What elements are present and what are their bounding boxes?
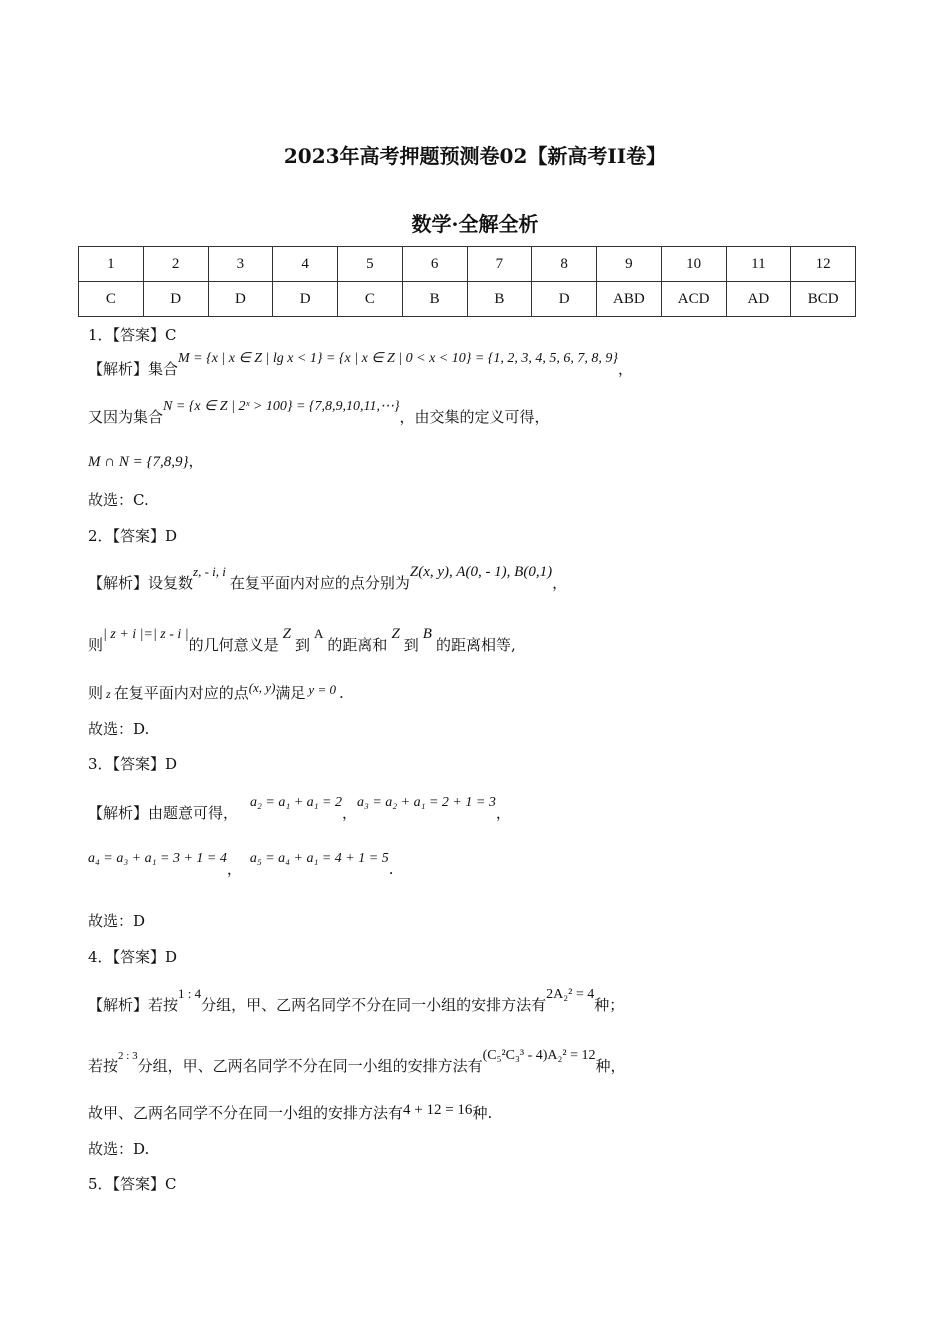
q1-analysis-line [88, 351, 633, 379]
answer-table-number-cell: 6 [402, 247, 467, 282]
q4-ratio1: 1 : 4 [178, 986, 202, 1001]
q2-line3-end: . [338, 684, 344, 702]
q2-line3-mid2: 满足 [275, 684, 306, 702]
q3-sep2: ， [495, 804, 511, 822]
answer-table-answer-cell: BCD [791, 282, 856, 317]
q3-analysis-label: 【解析】由题意可得， [88, 804, 239, 822]
q4-line2-mid: 分组，甲、乙两名同学不分在同一小组的安排方法有 [137, 1057, 483, 1075]
q4-line2-end: 种， [595, 1057, 626, 1075]
answer-table-answer-cell: ACD [661, 282, 726, 317]
answer-table-number-cell: 2 [143, 247, 208, 282]
q1-comma: ， [617, 360, 633, 378]
answer-table-answer-cell: B [402, 282, 467, 317]
answer-table-answer-cell: D [208, 282, 273, 317]
q2-text-4: 的距离相等, [435, 636, 516, 654]
q4-line3-pre: 故甲、乙两名同学不分在同一小组的安排方法有 [88, 1104, 404, 1122]
q4-line1-end: 种； [594, 996, 625, 1014]
q2-z3: z [106, 687, 111, 701]
q3-conclusion: 故选：D [88, 912, 146, 930]
q1-conclusion: 故选：C. [88, 491, 149, 509]
q3-math-a2: a₂ = a₁ + a₁ = 2 [250, 795, 342, 810]
q4-line2-pre: 若按 [88, 1057, 119, 1075]
q1-line3 [88, 450, 203, 471]
q2-a1: A [314, 626, 324, 641]
q3-answer: 3．【答案】D [88, 755, 178, 773]
answer-table-answer-cell: C [79, 282, 144, 317]
answer-table-answer-cell: AD [726, 282, 791, 317]
q3-math-a3: a₃ = a₂ + a₁ = 2 + 1 = 3 [356, 795, 496, 810]
q3-sep1: ， [341, 804, 357, 822]
q1-line2-tail: ，由交集的定义可得， [399, 408, 550, 426]
q3-math-a4: a₄ = a₃ + a₁ = 3 + 1 = 4 [88, 851, 227, 866]
answer-table-number-cell: 8 [532, 247, 597, 282]
q2-analysis-line [88, 564, 568, 593]
q2-math-xy: (x, y) [248, 680, 276, 695]
q4-answer: 4．【答案】D [88, 948, 178, 966]
answer-table-number-cell: 11 [726, 247, 791, 282]
q4-line1 [88, 986, 625, 1015]
q4-math-arrangement2: (C₅²C₃³ - 4)A₂² = 12 [482, 1048, 596, 1063]
q2-comma: ， [552, 574, 568, 592]
answer-table-number-cell: 10 [661, 247, 726, 282]
q2-text-1: 在复平面内对应的点分别为 [229, 574, 410, 592]
q1-math-intersection: M ∩ N = {7,8,9} [88, 454, 189, 470]
q4-line1-pre: 【解析】若按 [88, 996, 179, 1014]
q2-b1: B [422, 626, 432, 642]
q2-line3-mid: 在复平面内对应的点 [113, 684, 249, 702]
q2-text-3: 的距离和 [327, 636, 388, 654]
q2-math-points: Z(x, y), A(0, - 1), B(0,1) [409, 564, 553, 580]
answer-table-number-cell: 7 [467, 247, 532, 282]
q2-to1: 到 [295, 636, 311, 654]
q1-comma3: ， [188, 452, 204, 470]
answer-table-answer-cell: D [143, 282, 208, 317]
q4-line3 [88, 1102, 492, 1123]
answer-table-number-cell: 1 [79, 247, 144, 282]
q2-answer: 2．【答案】D [88, 527, 178, 545]
q2-text-2: 的几何意义是 [188, 636, 279, 654]
q2-then: 则 [88, 636, 104, 654]
q4-math-total: 4 + 12 = 16 [403, 1102, 473, 1118]
q2-analysis-label: 【解析】设复数 [88, 574, 194, 592]
answer-table-number-cell: 12 [791, 247, 856, 282]
q2-line2 [88, 626, 516, 655]
q2-math-y0: y = 0 [308, 682, 336, 697]
answer-table-answer-cell: D [273, 282, 338, 317]
q1-analysis-label: 【解析】集合 [88, 360, 179, 378]
q1-math-set-m: M = {x | x ∈ Z | lg x < 1} = {x | x ∈ Z | 0 < x < 10} = {1, 2, 3, 4, 5, 6, 7, 8, 9} [178, 351, 618, 366]
answer-table-answer-cell: B [467, 282, 532, 317]
page-title: 2023年高考押题预测卷02【新高考II卷】 [283, 144, 667, 168]
q1-math-set-n: N = {x ∈ Z | 2ˣ > 100} = {7,8,9,10,11,⋯} [163, 399, 400, 414]
q1-answer: 1．【答案】C [88, 326, 177, 344]
q5-answer: 5．【答案】C [88, 1175, 177, 1193]
q1-line2 [88, 399, 550, 427]
q2-to2: 到 [403, 636, 419, 654]
answer-table-number-cell: 5 [338, 247, 403, 282]
q2-line3-pre: 则 [88, 684, 104, 702]
answer-table-answer-cell: ABD [597, 282, 662, 317]
answer-table-number-row [79, 247, 856, 282]
q3-sep3: ， [226, 860, 242, 878]
q1-line2-text: 又因为集合 [88, 408, 164, 426]
q4-line2 [88, 1048, 626, 1076]
answer-table-number-cell: 4 [273, 247, 338, 282]
q4-line1-mid: 分组，甲、乙两名同学不分在同一小组的安排方法有 [201, 996, 547, 1014]
q2-conclusion: 故选：D. [88, 720, 150, 738]
q2-z1: Z [282, 626, 292, 642]
q2-z2: Z [391, 626, 400, 642]
answer-table-number-cell: 3 [208, 247, 273, 282]
q2-line3 [88, 682, 344, 703]
q3-math-a5: a₅ = a₄ + a₁ = 4 + 1 = 5 [249, 851, 389, 866]
q4-conclusion: 故选：D. [88, 1140, 150, 1158]
answer-table-answer-cell: C [338, 282, 403, 317]
q3-line2 [88, 851, 394, 879]
q4-math-arrangement1: 2A₂² = 4 [546, 987, 595, 1002]
q4-line3-end: 种. [472, 1104, 493, 1122]
answer-table-answer-row [79, 282, 856, 317]
q2-math-modulus: | z + i |=| z - i | [103, 627, 189, 642]
page-subtitle: 数学·全解全析 [411, 212, 539, 236]
answer-table [78, 246, 856, 317]
q3-sep4: . [388, 860, 394, 878]
answer-table-answer-cell: D [532, 282, 597, 317]
q4-ratio2: 2 : 3 [118, 1050, 138, 1062]
q3-analysis-line [88, 795, 511, 823]
answer-table-number-cell: 9 [597, 247, 662, 282]
q2-math-numbers: z, - i, i [193, 564, 226, 579]
